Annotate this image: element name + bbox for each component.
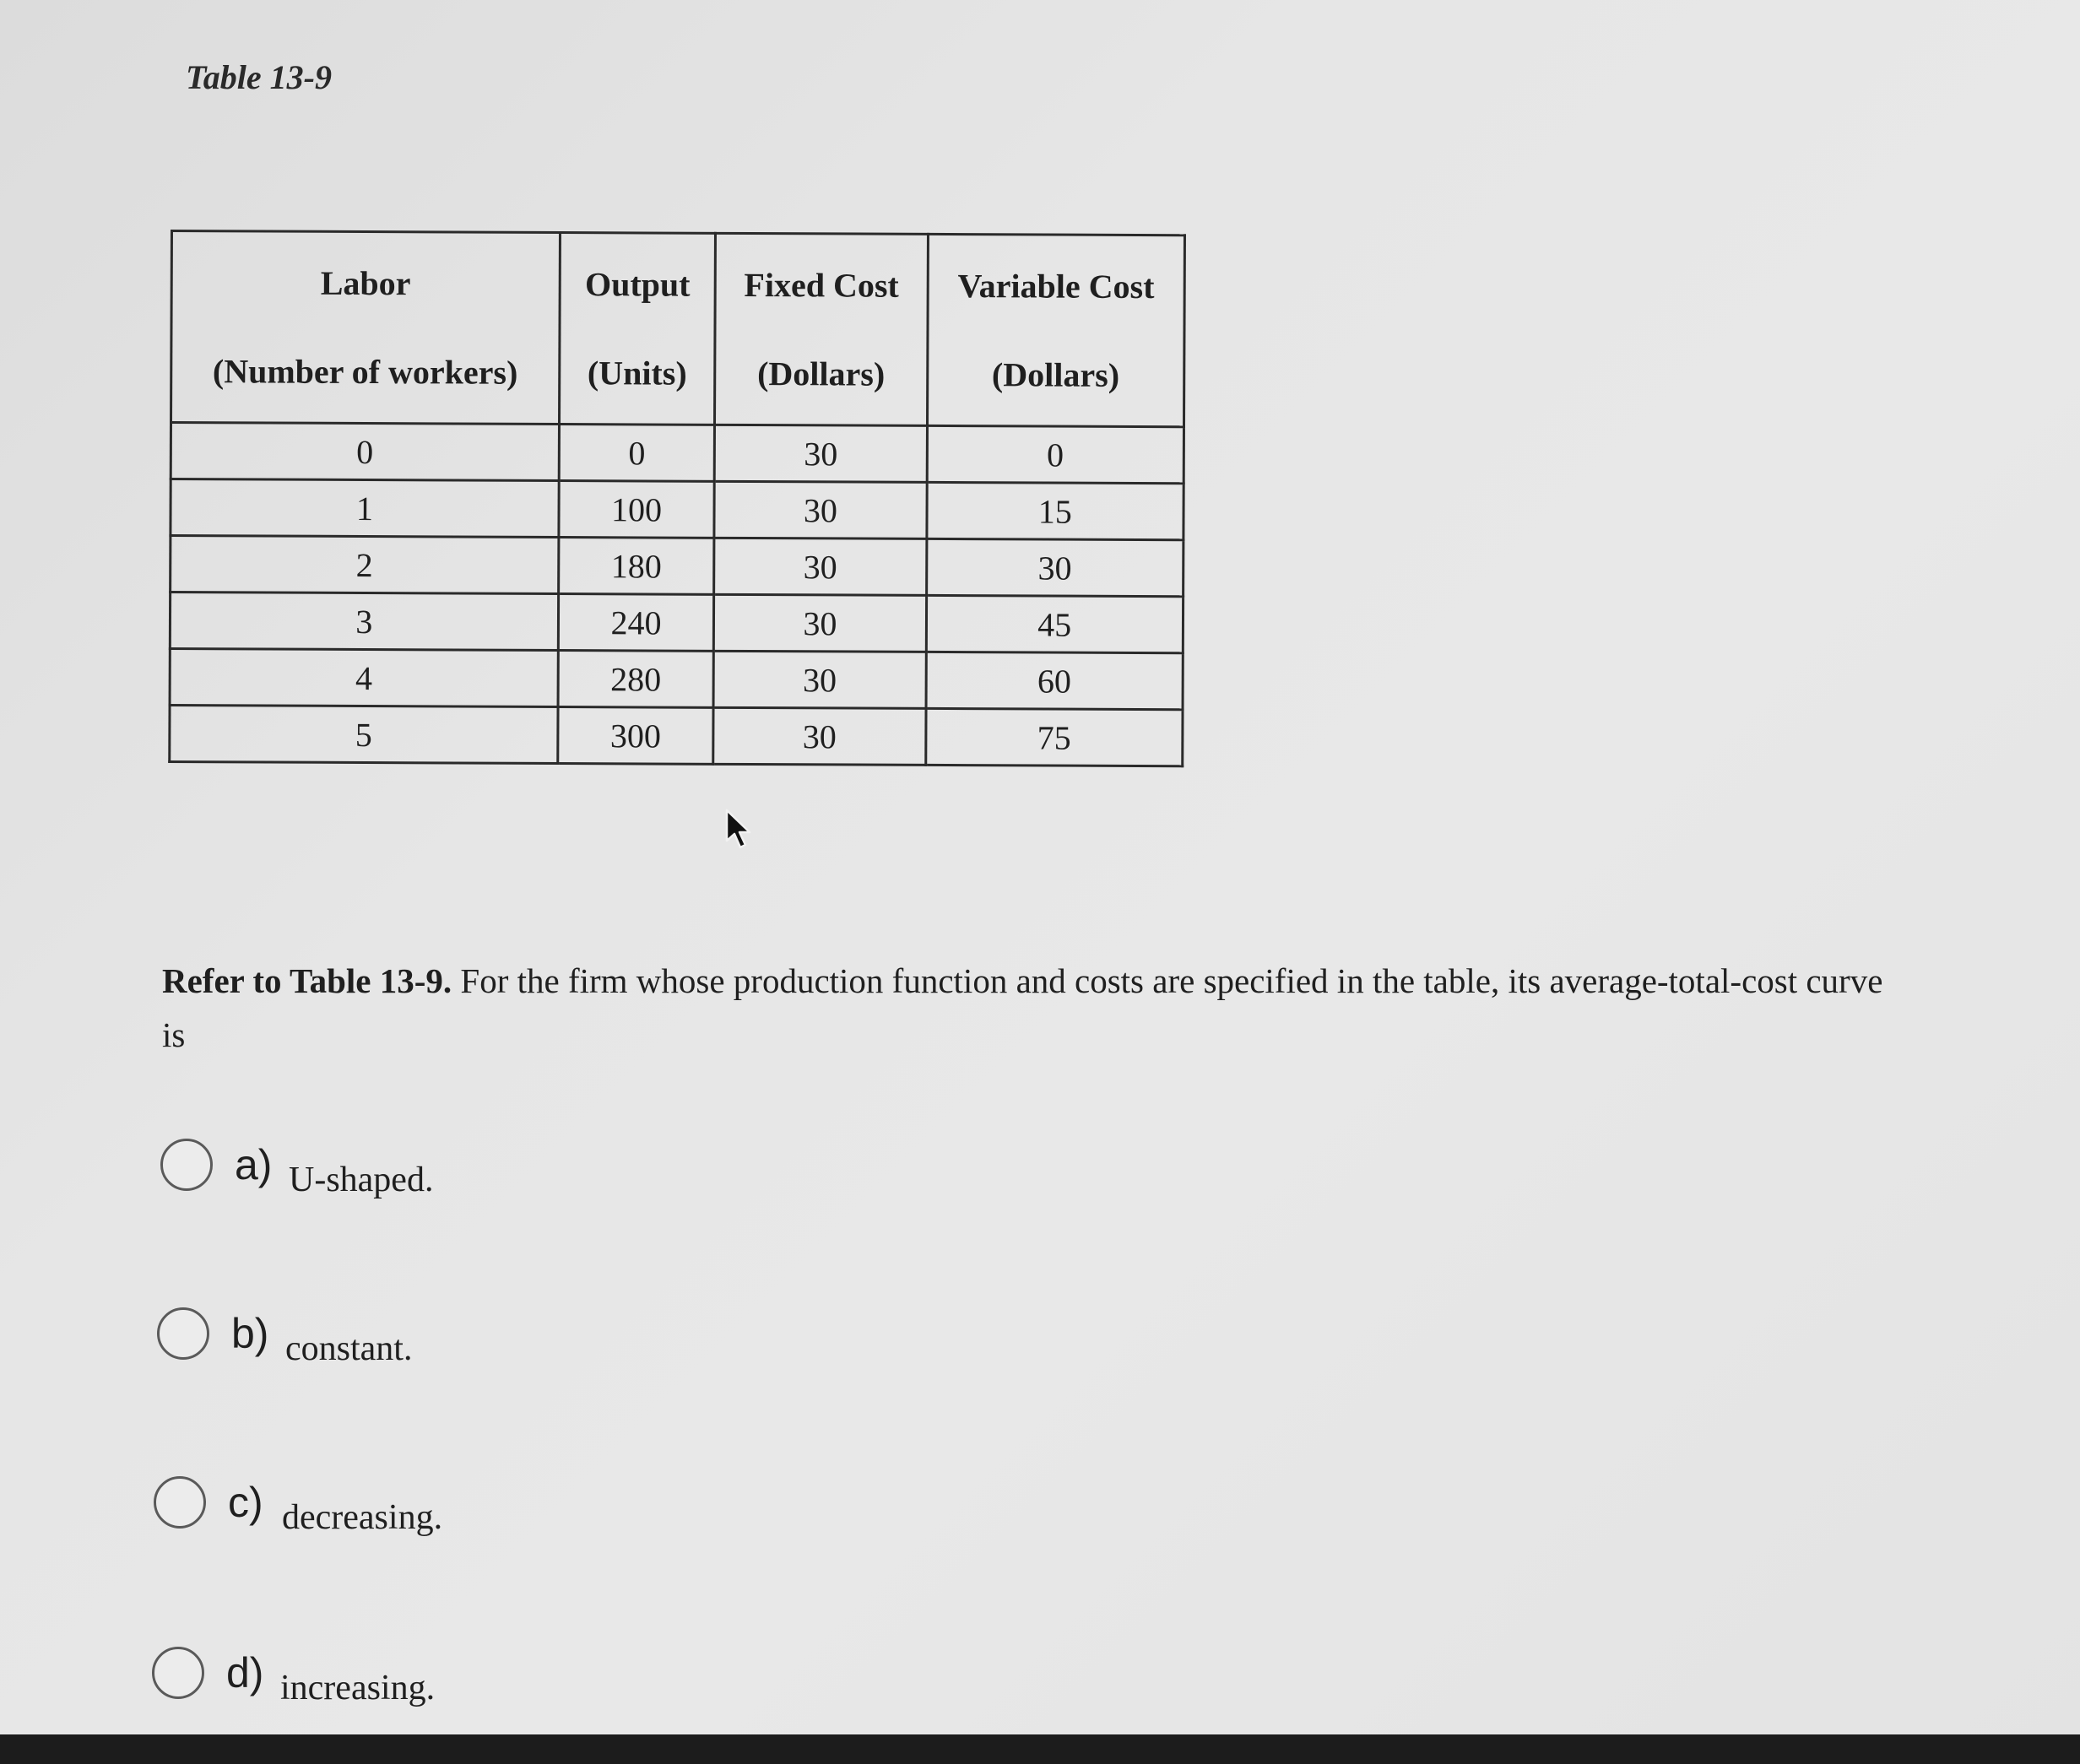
screen-bottom-bezel (0, 1734, 2080, 1764)
option-letter: b) (231, 1310, 269, 1357)
header-output-unit: (Units) (587, 354, 687, 392)
cell-variable-cost: 60 (926, 652, 1184, 709)
cell-fixed-cost: 30 (713, 707, 926, 765)
cell-variable-cost: 0 (927, 425, 1184, 483)
header-fixed-cost (715, 233, 928, 425)
option-a[interactable] (160, 1131, 433, 1199)
option-letter: a) (235, 1141, 273, 1188)
cell-fixed-cost: 30 (714, 594, 927, 652)
option-letter: c) (228, 1479, 263, 1526)
cell-fixed-cost: 30 (715, 425, 928, 482)
option-c[interactable] (154, 1469, 442, 1536)
option-letter: d) (226, 1649, 264, 1696)
option-text: decreasing. (282, 1498, 443, 1537)
cell-output: 240 (558, 594, 714, 652)
header-variable-cost-title: Variable Cost (957, 267, 1155, 306)
table-body (170, 423, 1184, 766)
cell-variable-cost: 30 (926, 538, 1184, 596)
cell-output: 180 (558, 538, 714, 595)
radio-circle-icon[interactable] (160, 1139, 213, 1191)
cost-table (168, 230, 1186, 767)
cell-labor: 2 (171, 536, 559, 594)
table-row (171, 423, 1184, 484)
header-variable-cost (927, 234, 1184, 426)
cell-labor: 3 (170, 593, 558, 651)
cell-labor: 5 (170, 706, 558, 764)
option-d[interactable] (152, 1639, 435, 1707)
cell-variable-cost: 75 (925, 708, 1183, 766)
cell-output: 280 (558, 651, 714, 708)
table-header (171, 231, 1185, 427)
cell-output: 300 (558, 707, 714, 765)
header-fixed-cost-unit: (Dollars) (757, 354, 886, 393)
option-b[interactable] (157, 1300, 412, 1367)
header-labor-unit: (Number of workers) (212, 352, 518, 392)
header-variable-cost-unit: (Dollars) (991, 355, 1120, 394)
table-row (171, 536, 1184, 597)
radio-circle-icon[interactable] (157, 1307, 209, 1360)
radio-circle-icon[interactable] (152, 1647, 204, 1699)
table-row (171, 479, 1184, 540)
question-body: For the firm whose production function and costs are specified in the table, its average-total-cost curve is (162, 961, 1883, 1054)
header-labor-title: Labor (320, 263, 411, 303)
table-row (170, 649, 1183, 710)
table-row (170, 593, 1183, 653)
cell-output: 100 (559, 481, 715, 538)
option-text: constant. (285, 1329, 413, 1368)
cell-labor: 1 (171, 479, 559, 538)
cell-variable-cost: 45 (926, 595, 1184, 652)
header-labor (171, 231, 561, 425)
option-text: U-shaped. (289, 1161, 434, 1199)
header-fixed-cost-title: Fixed Cost (744, 265, 899, 305)
header-output-title: Output (584, 265, 691, 304)
cell-labor: 0 (171, 423, 559, 481)
cell-fixed-cost: 30 (714, 481, 927, 538)
table-caption: Table 13-9 (186, 58, 332, 96)
question-lead: Refer to Table 13-9. (162, 961, 452, 1000)
radio-circle-icon[interactable] (154, 1476, 206, 1529)
cell-fixed-cost: 30 (714, 538, 927, 595)
cell-output: 0 (559, 425, 715, 482)
header-output (559, 233, 716, 425)
cell-variable-cost: 15 (926, 482, 1184, 539)
cell-fixed-cost: 30 (713, 651, 926, 708)
mouse-pointer-icon (724, 809, 755, 851)
cell-labor: 4 (170, 649, 558, 707)
header-row (171, 231, 1185, 427)
question-text (162, 954, 1901, 1062)
option-text: increasing. (280, 1669, 436, 1707)
table-row (170, 706, 1183, 766)
